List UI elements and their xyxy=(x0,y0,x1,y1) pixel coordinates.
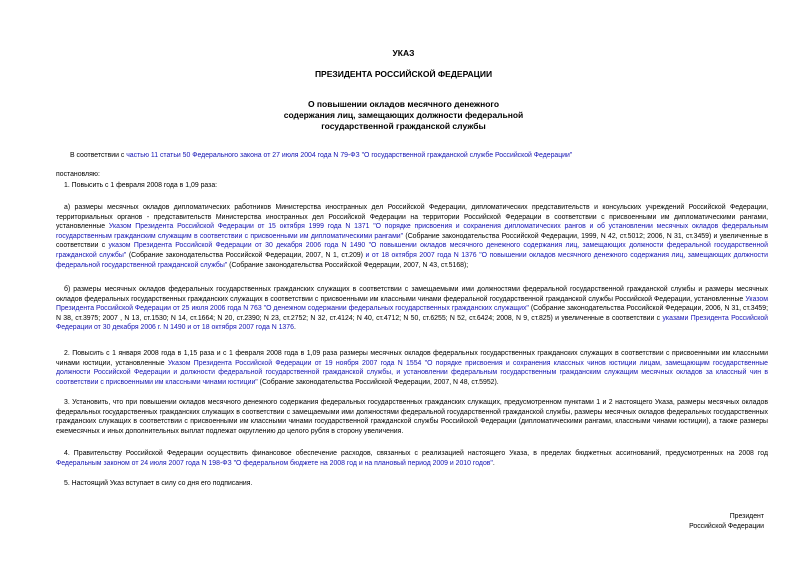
paragraph-1a-text-2: (Собрание законодательства Российской Федерации, 1999, N 42, ст.5012; 2006, N 31, ст.3459) и увеличенные в соответствии с xyxy=(56,232,768,250)
doc-subtitle: О повышении окладов месячного денежного содержания лиц, замещающих должности федеральной государственной гражданской службы xyxy=(283,99,524,131)
paragraph-2-text-2: (Собрание законодательства Российской Федерации, 2007, N 48, ст.5952). xyxy=(257,378,499,386)
paragraph-1b-text-2: (Собрание законодательства Российской Федерации, 2006, N 31, ст.3459; N 38, ст.3975; 2007 , N 13, ст.1530; N 14, ст.1664; N 20, ст.2390; N 23, ст.2752; N 32, ст.4124; N 40, ст.4712; N 50, ст.6255; N 52, ст.6424; 2008, N 9, ст.825) и увеличенные в соответствии с xyxy=(56,305,768,322)
link-federal-law-79[interactable]: частью 11 статьи 50 Федерального закона от 27 июля 2004 года N 79-ФЗ "О государственной гражданской службе Российской Федерации" xyxy=(126,152,573,159)
link-decree-1554[interactable]: Указом Президента Российской Федерации от 19 ноября 2007 года N 1554 "О порядке присвоения и сохранения классных чинов юстиции лицам, замещающим государственные должности Российской Федерации и должности федеральной государственной гражданской службы, и установлении федеральным государственным гражданским служащим месячных окладов за классный чин в соответствии с присвоенными им классными чинами юстиции" xyxy=(56,359,769,386)
paragraph-1a-text: а) размеры месячных окладов дипломатических работников Министерства иностранных дел Российской Федерации, дипломатических представительств и консульских учреждений Российской Федерации, территориальных органов - представительств Министерства иностранных дел Российской Федерации на территории Российской Федерации в соответствии с присвоенными им дипломатическими рангами, установленные xyxy=(56,204,768,231)
paragraph-2 xyxy=(56,349,768,387)
link-decrees-1490-1376[interactable]: указами Президента Российской Федерации от 30 декабря 2006 г. N 1490 и от 18 октября 2007 года N 1376 xyxy=(56,314,769,332)
paragraph-4-text-2: . xyxy=(492,459,495,467)
intro-paragraph xyxy=(70,151,750,161)
paragraph-4-text: 4. Правительству Российской Федерации осуществить финансовое обеспечение расходов, связанных с реализацией настоящего Указа, в пределах бюджетных ассигнований, предусмотренных на 2008 год xyxy=(64,450,768,457)
paragraph-1b-text-3: . xyxy=(293,324,296,332)
link-decree-763[interactable]: Указом Президента Российской Федерации от 25 июля 2006 года N 763 "О денежном содержании федеральных государственных гражданских служащих" xyxy=(56,295,768,313)
paragraph-5: 5. Настоящий Указ вступает в силу со дня его подписания. xyxy=(64,480,253,487)
link-federal-law-198[interactable]: Федеральным законом от 24 июля 2007 года N 198-ФЗ "О федеральном бюджете на 2008 год и на плановый период 2009 и 2010 годов" xyxy=(56,459,493,467)
paragraph-1a-text-4: (Собрание законодательства Российской Федерации, 2007, N 43, ст.5168); xyxy=(227,261,469,269)
doc-title: УКАЗ xyxy=(392,48,415,58)
paragraph-2-text: 2. Повысить с 1 января 2008 года в 1,15 раза и с 1 февраля 2008 года в 1,09 раза размеры месячных окладов федеральных государственных гражданских служащих в соответствии с присвоенными им классными чинами юстиции, установленные xyxy=(56,350,768,367)
link-decree-1490[interactable]: указом Президента Российской Федерации от 30 декабря 2006 года N 1490 "О повышении окладов месячного денежного содержания лиц, замещающих должности федеральной государственной гражданской службы" xyxy=(56,242,768,259)
decree-word: постановляю: xyxy=(56,171,100,178)
paragraph-1b-text: б) размеры месячных окладов федеральных государственных гражданских служащих в соответствии с замещаемыми ими должностями федеральной государственной гражданской службы и размеры месячных окладов федеральных государственных гражданских служащих в соответствии с присвоенными им классными чинами федеральной государственной гражданской службы Российской Федерации, установленные xyxy=(56,286,768,303)
paragraph-4 xyxy=(56,449,768,468)
signature-country: Российской Федерации xyxy=(689,523,764,530)
doc-issuer: ПРЕЗИДЕНТА РОССИЙСКОЙ ФЕДЕРАЦИИ xyxy=(314,69,493,79)
paragraph-1b xyxy=(56,285,768,333)
signature-title: Президент xyxy=(729,513,764,520)
paragraph-1a xyxy=(56,203,768,270)
paragraph-3: 3. Установить, что при повышении окладов месячного денежного содержания федеральных государственных гражданских служащих, предусмотренном пунктами 1 и 2 настоящего Указа, размеры месячных окладов федеральных государственных гражданских служащих в соответствии с замещаемыми ими должностями федеральной государственной гражданской службы, размеры месячных окладов федеральных государственных гражданских служащих в соответствии с присвоенными им классными чинами государственной гражданской службы Российской Федерации (дипломатическими рангами, классными чинами юстиции), а также размеры ежемесячных и иных дополнительных выплат подлежат округлению до целого рубля в сторону увеличения. xyxy=(56,399,768,435)
link-decree-1376[interactable]: и от 18 октября 2007 года N 1376 "О повышении окладов месячного денежного содержания лиц, замещающих должности федеральной государственной гражданской службы" xyxy=(56,251,768,269)
intro-text: В соответствии с xyxy=(70,152,127,159)
paragraph-1a-text-3: (Собрание законодательства Российской Федерации, 2007, N 1, ст.209) xyxy=(126,251,366,259)
paragraph-1: 1. Повысить с 1 февраля 2008 года в 1,09 раза: xyxy=(64,182,218,189)
link-decree-1371[interactable]: Указом Президента Российской Федерации от 15 октября 1999 года N 1371 "О порядке присвоения и сохранения дипломатических рангов и об установлении месячных окладов федеральным государственным гражданским служащим в соответствии с присвоенными им дипломатическими рангами" xyxy=(56,223,768,240)
